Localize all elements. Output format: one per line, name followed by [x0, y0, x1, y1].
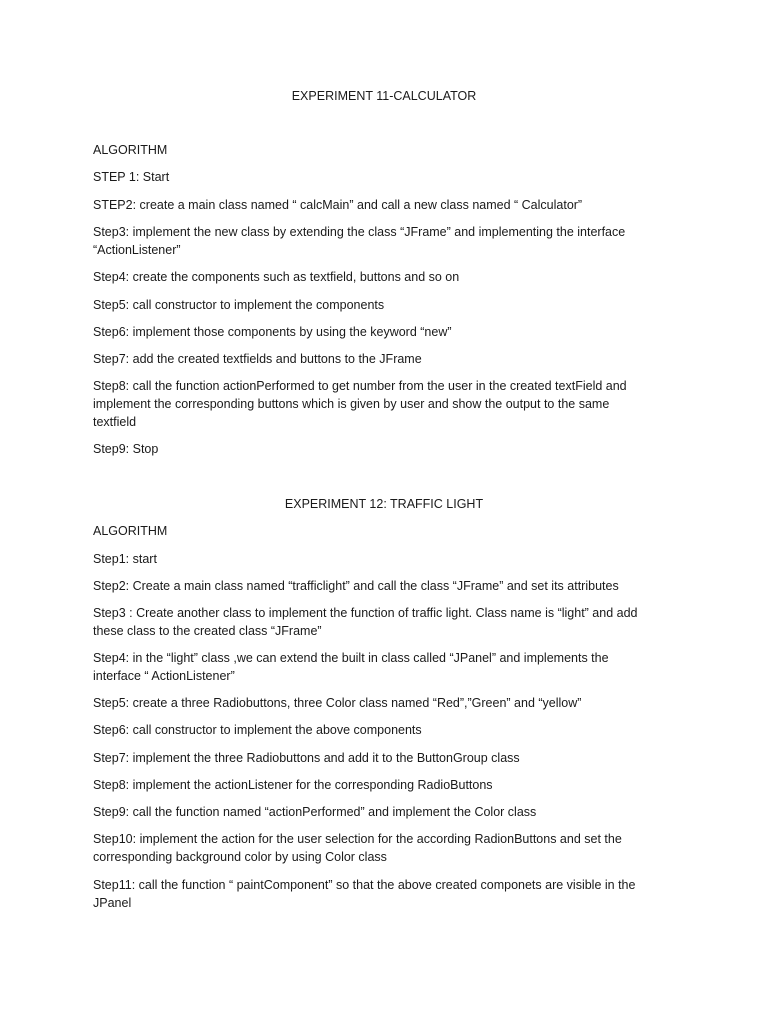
exp12-step-line: Step8: implement the actionListener for the corresponding RadioButtons [93, 778, 493, 792]
exp12-step-line: Step3 : Create another class to implement the function of traffic light. Class name is “light” and add [93, 606, 638, 620]
exp12-step-line: Step7: implement the three Radiobuttons and add it to the ButtonGroup class [93, 751, 520, 765]
exp12-step-line: interface “ ActionListener” [93, 669, 235, 683]
experiment-11-algorithm-label: ALGORITHM [93, 143, 168, 157]
experiment-12-algorithm-label: ALGORITHM [93, 524, 168, 538]
exp12-step-line: Step10: implement the action for the user selection for the according RadionButtons and set the [93, 832, 622, 846]
exp11-step-line: Step9: Stop [93, 442, 159, 456]
exp12-step-line: Step9: call the function named “actionPerformed” and implement the Color class [93, 805, 537, 819]
exp12-step-line: Step6: call constructor to implement the above components [93, 723, 422, 737]
exp11-step-line: textfield [93, 415, 137, 429]
exp11-step-line: “ActionListener” [93, 243, 181, 257]
exp11-step-line: Step3: implement the new class by extending the class “JFrame” and implementing the interface [93, 225, 626, 239]
exp12-step-line: Step11: call the function “ paintComponent” so that the above created componets are visible in the [93, 878, 636, 892]
exp12-step-line: Step4: in the “light” class ,we can extend the built in class called “JPanel” and implements the [93, 651, 609, 665]
exp11-step-line: Step8: call the function actionPerformed to get number from the user in the created textField and [93, 379, 627, 393]
exp12-step-line: these class to the created class “JFrame” [93, 624, 322, 638]
exp11-step-line: STEP 1: Start [93, 170, 170, 184]
exp11-step-line: Step5: call constructor to implement the components [93, 298, 385, 312]
exp12-step-line: Step1: start [93, 552, 157, 566]
experiment-11-title: EXPERIMENT 11-CALCULATOR [291, 89, 477, 103]
exp11-step-line: Step7: add the created textfields and buttons to the JFrame [93, 352, 422, 366]
exp11-step-line: STEP2: create a main class named “ calcMain” and call a new class named “ Calculator” [93, 198, 583, 212]
experiment-12-title: EXPERIMENT 12: TRAFFIC LIGHT [284, 497, 484, 511]
exp11-step-line: Step6: implement those components by using the keyword “new” [93, 325, 452, 339]
exp11-step-line: implement the corresponding buttons which is given by user and show the output to the same [93, 397, 610, 411]
exp12-step-line: Step2: Create a main class named “trafficlight” and call the class “JFrame” and set its attributes [93, 579, 619, 593]
exp12-step-line: Step5: create a three Radiobuttons, three Color class named “Red”,”Green” and “yellow” [93, 696, 582, 710]
exp11-step-line: Step4: create the components such as textfield, buttons and so on [93, 270, 460, 284]
exp12-step-line: corresponding background color by using Color class [93, 850, 387, 864]
exp12-step-line: JPanel [93, 896, 132, 910]
